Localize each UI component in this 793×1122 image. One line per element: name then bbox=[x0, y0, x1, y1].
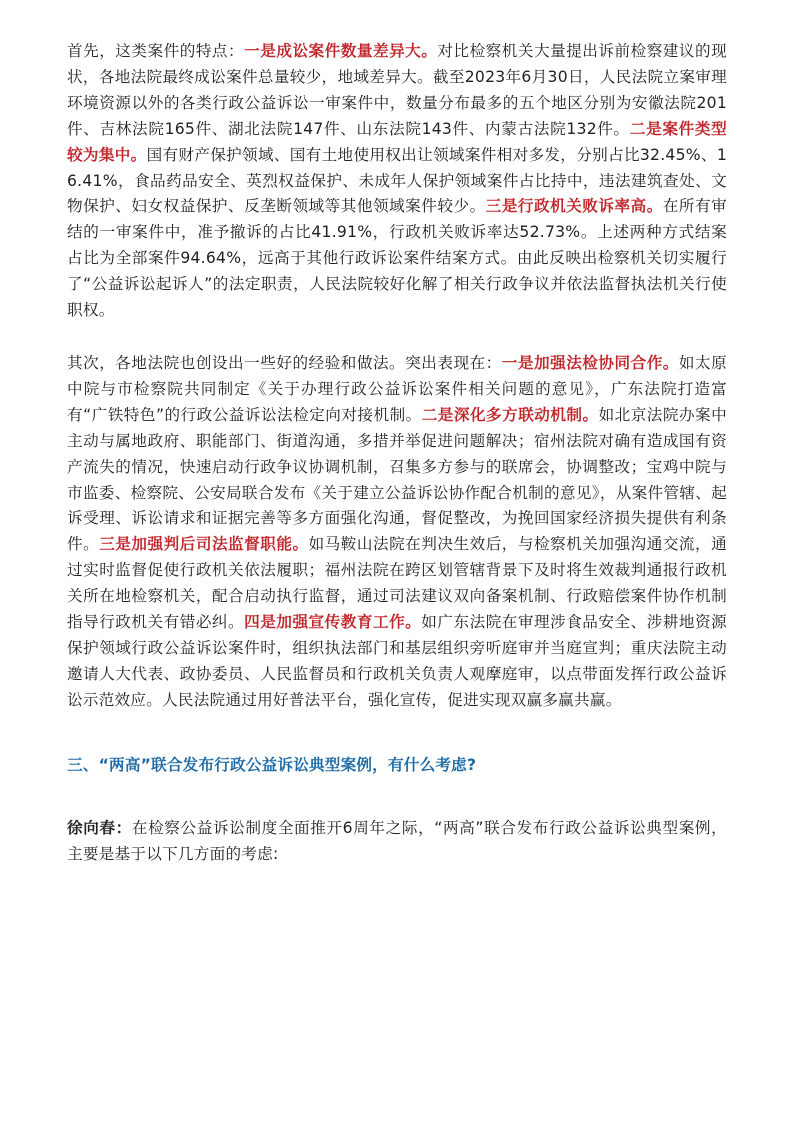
paragraph1-text-2: 对比检察机关大量提出诉前检察建议的现状，各地法院最终成讼案件总量较少，地域差异大。截至2023年6月30日，人民法院立案审理环境资源以外的各类行政公益诉讼一审案件中，数量分布最多的五个地区分别为安徽法院201件、吉林法院165件、湖北法院147件、山东法院143件、内蒙古法院132件。 bbox=[67, 42, 727, 138]
highlight-practice-1: 一是加强法检协同合作。 bbox=[501, 353, 679, 372]
section-heading-3: 三、“两高”联合发布行政公益诉讼典型案例，有什么考虑? bbox=[67, 755, 477, 774]
paragraph-answer bbox=[67, 816, 727, 868]
highlight-practice-4: 四是加强宣传教育工作。 bbox=[244, 613, 422, 632]
paragraph1-text-3: 国有财产保护领域、国有土地使用权出让领域案件相对多发，分别占比32.45%、16.41%，食品药品安全、英烈权益保护、未成年人保护领域案件占比持中，违法建筑查处、文物保护、妇女权益保护、反垄断领域等其他领域案件较少。 bbox=[67, 145, 727, 216]
highlight-point-2: 二是案件类型较为集中。 bbox=[67, 119, 727, 164]
highlight-practice-3: 三是加强判后司法监督职能。 bbox=[99, 535, 309, 554]
paragraph1-text-4: 在所有审结的一审案件中，准予撤诉的占比41.91%，行政机关败诉率达52.73%。上述两种方式结案占比为全部案件94.64%，远高于其他行政诉讼案件结案方式。由此反映出检察机关切实履行了“公益诉讼起诉人”的法定职责，人民法院较好化解了相关行政争议并依法监督执法机关行使职权。 bbox=[67, 197, 727, 320]
highlight-point-3: 三是行政机关败诉率高。 bbox=[485, 197, 663, 216]
answer-text: 在检察公益诉讼制度全面推开6周年之际，“两高”联合发布行政公益诉讼典型案例，主要是基于以下几方面的考虑: bbox=[67, 818, 727, 863]
paragraph2-text-4: 如马鞍山法院在判决生效后，与检察机关加强沟通交流，通过实时监督促使行政机关依法履职；福州法院在跨区划管辖背景下及时将生效裁判通报行政机关所在地检察机关，配合启动执行监督，通过司法建议双向备案机制、行政赔偿案件协作机制指导行政机关有错必纠。 bbox=[67, 535, 727, 632]
paragraph-case-characteristics bbox=[67, 39, 727, 324]
speaker-name: 徐向春： bbox=[67, 818, 132, 837]
paragraph2-text-1: 其次，各地法院也创设出一些好的经验和做法。突出表现在： bbox=[67, 353, 502, 372]
highlight-practice-2: 二是深化多方联动机制。 bbox=[421, 405, 599, 424]
highlight-point-1: 一是成讼案件数量差异大。 bbox=[244, 42, 438, 60]
paragraph-court-experience bbox=[67, 351, 727, 714]
paragraph2-text-5: 如广东法院在审理涉食品安全、涉耕地资源保护领域行政公益诉讼案件时，组织执法部门和基层组织旁听庭审并当庭宣判；重庆法院主动邀请人大代表、政协委员、人民监督员和行政机关负责人观摩庭审，以点带面发挥行政公益诉讼示范效应。人民法院通过用好普法平台，强化宣传，促进实现双赢多赢共赢。 bbox=[67, 613, 727, 709]
paragraph1-text-1: 首先，这类案件的特点： bbox=[67, 42, 245, 60]
paragraph2-text-3: 如北京法院办案中主动与属地政府、职能部门、街道沟通，多措并举促进问题解决；宿州法院对确有造成国有资产流失的情况，快速启动行政争议协调机制，召集多方参与的联席会，协调整改；宝鸡中院与市监委、检察院、公安局联合发布《关于建立公益诉讼协作配合机制的意见》，从案件管辖、起诉受理、诉讼请求和证据完善等多方面强化沟通，督促整改，为挽回国家经济损失提供有利条件。 bbox=[67, 405, 727, 554]
paragraph2-text-2: 如太原中院与市检察院共同制定《关于办理行政公益诉讼案件相关问题的意见》，广东法院打造富有“广铁特色”的行政公益诉讼法检定向对接机制。 bbox=[67, 353, 727, 424]
